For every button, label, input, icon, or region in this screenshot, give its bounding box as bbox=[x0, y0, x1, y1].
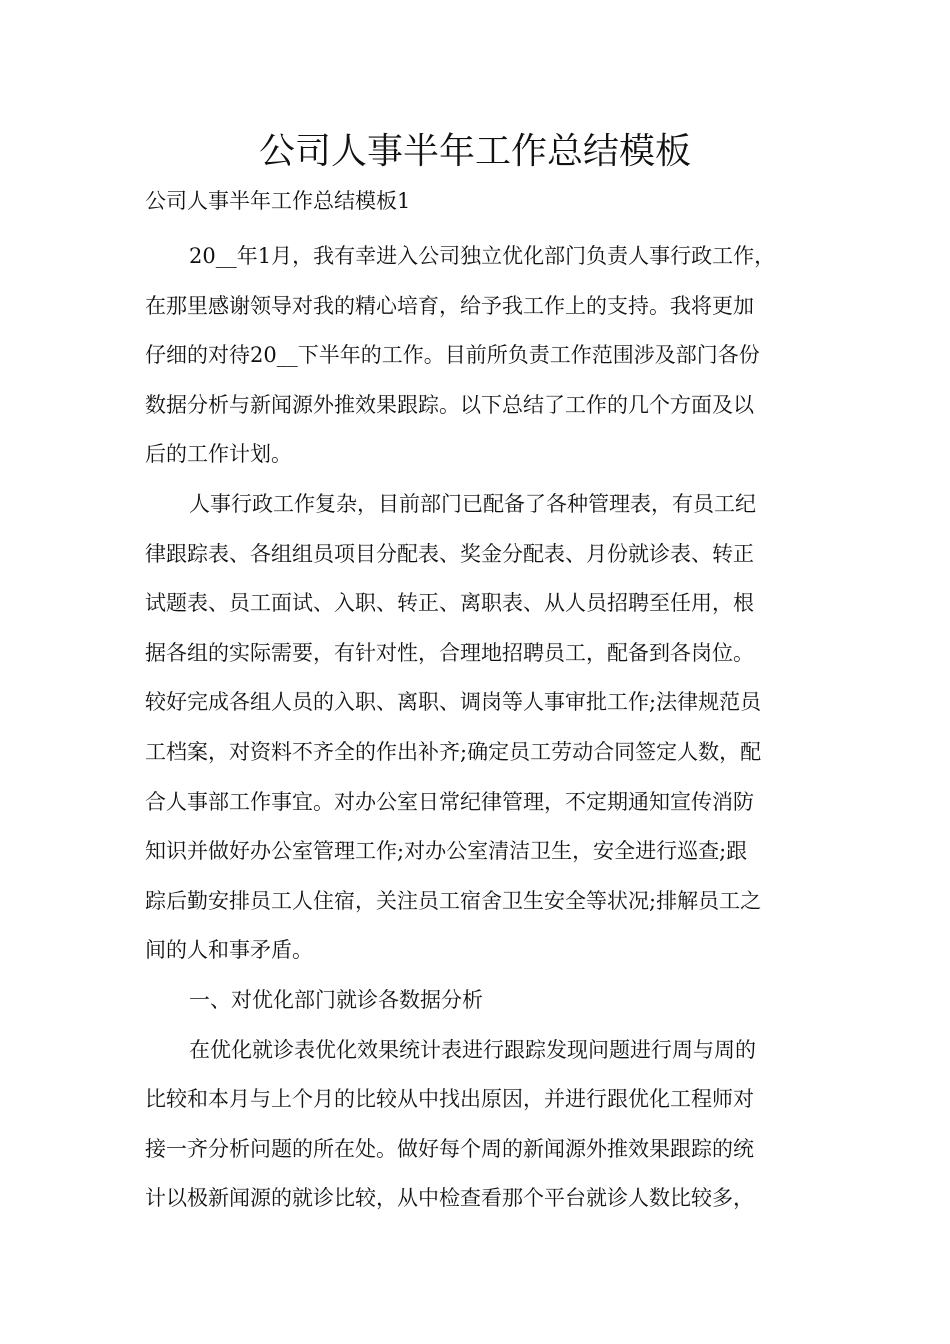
paragraph-data-analysis bbox=[145, 1026, 825, 1224]
text-line: 比较和本月与上个月的比较从中找出原因，并进行跟优化工程师对 bbox=[145, 1087, 754, 1112]
text-line: 仔细的对待20__下半年的工作。目前所负责工作范围涉及部门各份 bbox=[145, 343, 760, 368]
text-line: 数据分析与新闻源外推效果跟踪。以下总结了工作的几个方面及以 bbox=[145, 392, 754, 417]
text-line: 后的工作计划。 bbox=[145, 442, 292, 467]
text-line: 计以极新闻源的就诊比较，从中检查看那个平台就诊人数比较多， bbox=[145, 1186, 754, 1211]
paragraph-intro bbox=[145, 232, 825, 480]
text-line: 据各组的实际需要，有针对性，合理地招聘员工，配备到各岗位。 bbox=[145, 640, 754, 665]
section-heading-text: 一、对优化部门就诊各数据分析 bbox=[189, 987, 483, 1012]
text-line: 试题表、员工面试、入职、转正、离职表、从人员招聘至任用，根 bbox=[145, 591, 754, 616]
document-subtitle: 公司人事半年工作总结模板1 bbox=[145, 189, 411, 213]
text-line: 20__年1月，我有幸进入公司独立优化部门负责人事行政工作， bbox=[189, 244, 776, 268]
text-line: 在优化就诊表优化效果统计表进行跟踪发现问题进行周与周的 bbox=[189, 1037, 756, 1062]
text-line: 在那里感谢领导对我的精心培育，给予我工作上的支持。我将更加 bbox=[145, 293, 754, 318]
paragraph-admin-work bbox=[145, 480, 825, 976]
text-line: 律跟踪表、各组组员项目分配表、奖金分配表、月份就诊表、转正 bbox=[145, 541, 754, 566]
text-line: 合人事部工作事宜。对办公室日常纪律管理，不定期通知宣传消防 bbox=[145, 789, 754, 814]
document-title: 公司人事半年工作总结模板 bbox=[258, 131, 691, 172]
text-line: 接一齐分析问题的所在处。做好每个周的新闻源外推效果跟踪的统 bbox=[145, 1136, 754, 1161]
text-line: 人事行政工作复杂，目前部门已配备了各种管理表，有员工纪 bbox=[189, 491, 756, 516]
document-body bbox=[145, 232, 825, 1224]
text-line: 较好完成各组人员的入职、离职、调岗等人事审批工作;法律规范员 bbox=[145, 690, 762, 715]
text-line: 知识并做好办公室管理工作;对办公室清洁卫生，安全进行巡查;跟 bbox=[145, 839, 748, 864]
text-line: 踪后勤安排员工人住宿，关注员工宿舍卫生安全等状况;排解员工之 bbox=[145, 888, 762, 913]
section-heading-1 bbox=[145, 976, 825, 1026]
text-line: 工档案，对资料不齐全的作出补齐;确定员工劳动合同签定人数，配 bbox=[145, 739, 762, 764]
text-line: 间的人和事矛盾。 bbox=[145, 938, 313, 963]
